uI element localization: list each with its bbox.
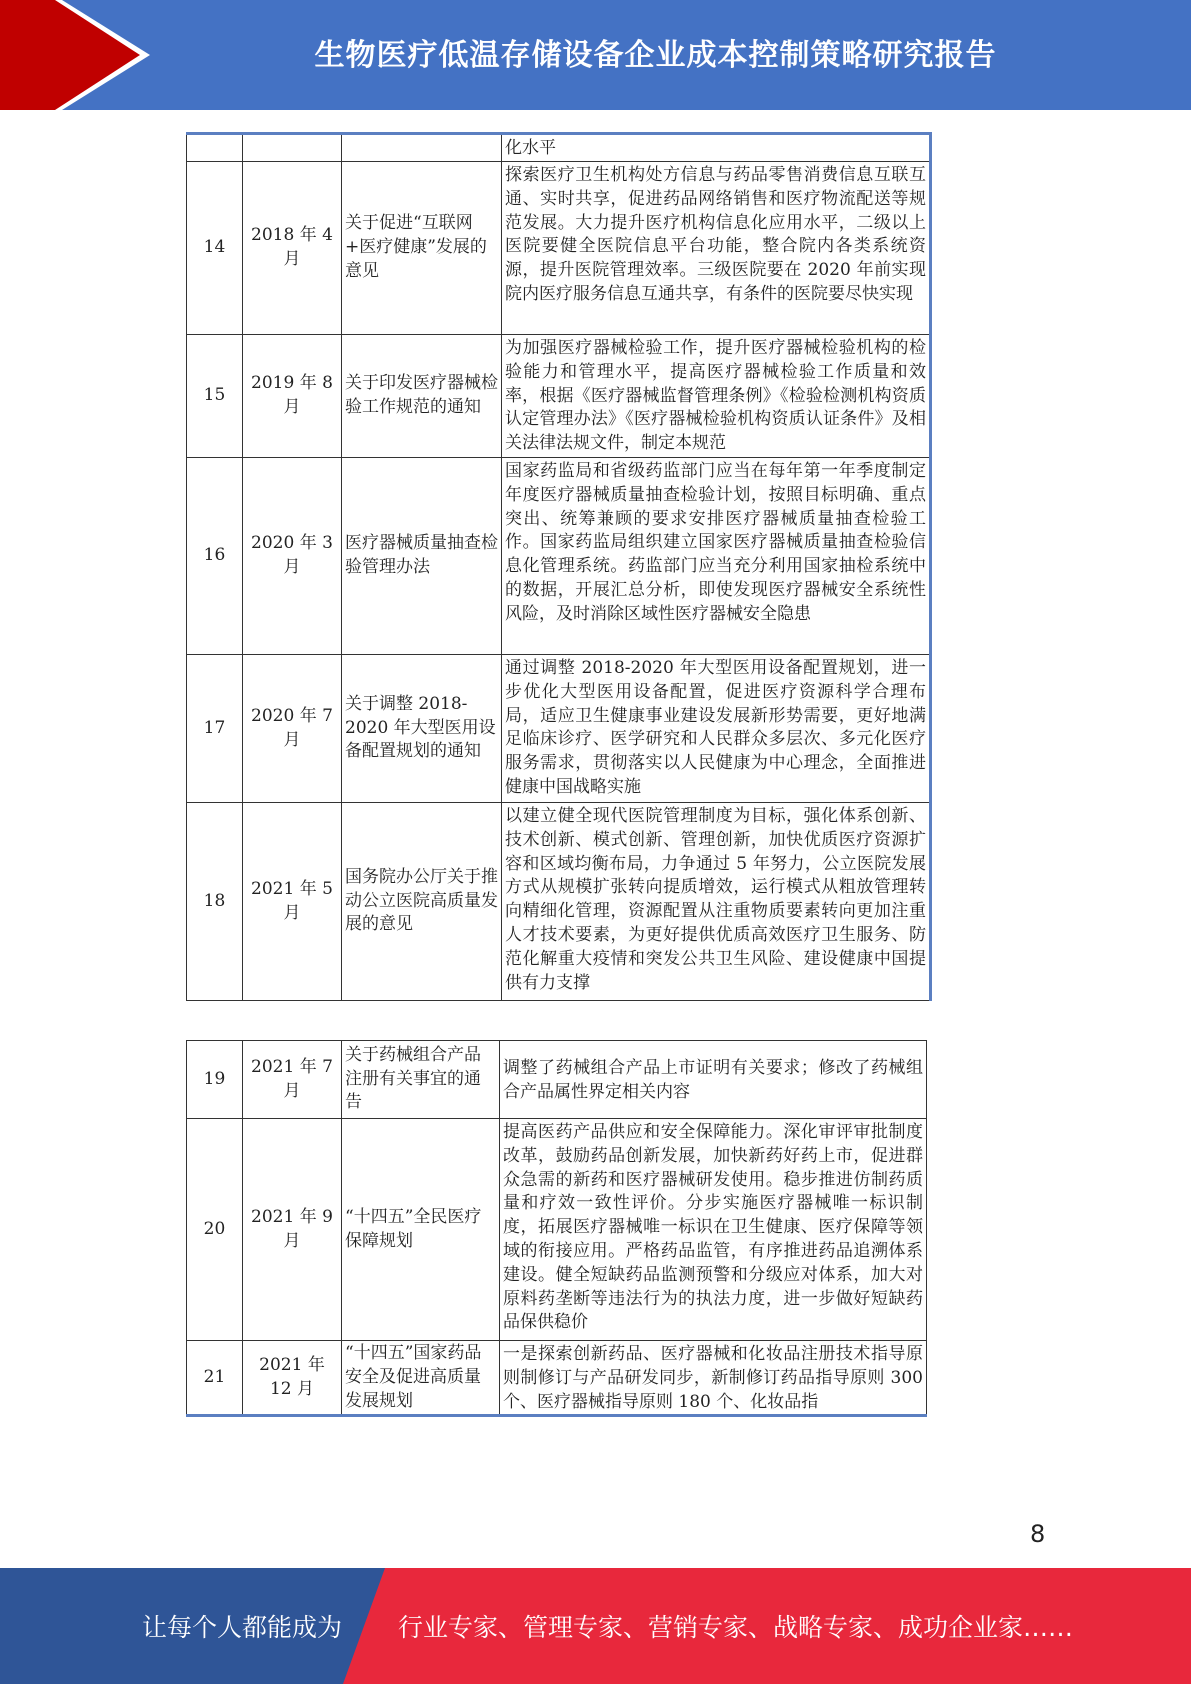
row-number: 16 [187, 458, 243, 655]
row-date: 2020 年 3 月 [243, 458, 342, 655]
row-number: 20 [187, 1119, 243, 1341]
row-title: 关于药械组合产品注册有关事宜的通告 [342, 1041, 500, 1119]
row-title: 医疗器械质量抽查检验管理办法 [342, 458, 502, 655]
policy-table-part-1 [186, 132, 932, 1001]
row-title: 国务院办公厅关于推动公立医院高质量发展的意见 [342, 803, 502, 1001]
table-row [187, 803, 931, 1001]
table-row [187, 162, 931, 335]
report-title: 生物医疗低温存储设备企业成本控制策略研究报告 [314, 38, 997, 73]
header-arrow-decoration [0, 0, 160, 110]
row-content: 化水平 [502, 134, 931, 162]
row-title: 关于调整 2018-2020 年大型医用设备配置规划的通知 [342, 655, 502, 803]
row-date [243, 134, 342, 162]
row-title: “十四五”全民医疗保障规划 [342, 1119, 500, 1341]
row-content: 调整了药械组合产品上市证明有关要求；修改了药械组合产品属性界定相关内容 [500, 1041, 927, 1119]
table-row [187, 655, 931, 803]
row-number: 17 [187, 655, 243, 803]
row-date: 2021 年 9 月 [243, 1119, 342, 1341]
row-content: 探索医疗卫生机构处方信息与药品零售消费信息互联互通、实时共享，促进药品网络销售和医疗物流配送等规范发展。大力提升医疗机构信息化应用水平，二级以上医院要健全医院信息平台功能，整合院内各类系统资源，提升医院管理效率。三级医院要在 2020 年前实现院内医疗服务信息互通共享，有条件的医院要尽快实现 [502, 162, 931, 335]
row-number: 15 [187, 335, 243, 458]
table-row [187, 1119, 927, 1341]
row-title: 关于促进“互联网+医疗健康”发展的意见 [342, 162, 502, 335]
table-row [187, 1041, 927, 1119]
row-number: 21 [187, 1341, 243, 1416]
row-date: 2021 年 12 月 [243, 1341, 342, 1416]
row-date: 2018 年 4 月 [243, 162, 342, 335]
page-number: 8 [1030, 1520, 1046, 1548]
table-row [187, 458, 931, 655]
row-number: 18 [187, 803, 243, 1001]
page-header [0, 0, 1191, 110]
row-content: 国家药监局和省级药监部门应当在每年第一年季度制定年度医疗器械质量抽查检验计划，按照目标明确、重点突出、统筹兼顾的要求安排医疗器械质量抽查检验工作。国家药监局组织建立国家医疗器械质量抽查检验信息化管理系统。药监部门应当充分利用国家抽检系统中的数据，开展汇总分析，即使发现医疗器械安全系统性风险，及时消除区域性医疗器械安全隐患 [502, 458, 931, 655]
row-date: 2019 年 8 月 [243, 335, 342, 458]
table-row [187, 134, 931, 162]
row-number: 14 [187, 162, 243, 335]
row-number [187, 134, 243, 162]
row-title: “十四五”国家药品安全及促进高质量发展规划 [342, 1341, 500, 1416]
row-date: 2021 年 5 月 [243, 803, 342, 1001]
row-content: 以建立健全现代医院管理制度为目标，强化体系创新、技术创新、模式创新、管理创新，加快优质医疗资源扩容和区域均衡布局，力争通过 5 年努力，公立医院发展方式从规模扩张转向提质增效，运行模式从粗放管理转向精细化管理，资源配置从注重物质要素转向更加注重人才技术要素，为更好提供优质高效医疗卫生服务、防范化解重大疫情和突发公共卫生风险、建设健康中国提供有力支撑 [502, 803, 931, 1001]
footer-slogan-left: 让每个人都能成为 [142, 1613, 343, 1642]
row-content: 一是探索创新药品、医疗器械和化妆品注册技术指导原则制修订与产品研发同步，新制修订药品指导原则 300 个、医疗器械指导原则 180 个、化妆品指 [500, 1341, 927, 1416]
row-title: 关于印发医疗器械检验工作规范的通知 [342, 335, 502, 458]
row-content: 为加强医疗器械检验工作，提升医疗器械检验机构的检验能力和管理水平，提高医疗器械检验工作质量和效率，根据《医疗器械监督管理条例》《检验检测机构资质认定管理办法》《医疗器械检验机构资质认证条件》及相关法律法规文件，制定本规范 [502, 335, 931, 458]
row-content: 提高医药产品供应和安全保障能力。深化审评审批制度改革，鼓励药品创新发展，加快新药好药上市，促进群众急需的新药和医疗器械研发使用。稳步推进仿制药质量和疗效一致性评价。分步实施医疗器械唯一标识制度，拓展医疗器械唯一标识在卫生健康、医疗保障等领域的衔接应用。严格药品监管，有序推进药品追溯体系建设。健全短缺药品监测预警和分级应对体系，加大对原料药垄断等违法行为的执法力度，进一步做好短缺药品保供稳价 [500, 1119, 927, 1341]
footer-slogan-right: 行业专家、管理专家、营销专家、战略专家、成功企业家…… [398, 1613, 1074, 1642]
page-footer [0, 1568, 1191, 1684]
table-row [187, 335, 931, 458]
row-date: 2021 年 7 月 [243, 1041, 342, 1119]
row-number: 19 [187, 1041, 243, 1119]
table-row [187, 1341, 927, 1416]
row-content: 通过调整 2018-2020 年大型医用设备配置规划，进一步优化大型医用设备配置，促进医疗资源科学合理布局，适应卫生健康事业建设发展新形势需要，更好地满足临床诊疗、医学研究和人民群众多层次、多元化医疗服务需求，贯彻落实以人民健康为中心理念，全面推进健康中国战略实施 [502, 655, 931, 803]
row-date: 2020 年 7 月 [243, 655, 342, 803]
row-title [342, 134, 502, 162]
policy-table-part-2 [186, 1040, 927, 1417]
